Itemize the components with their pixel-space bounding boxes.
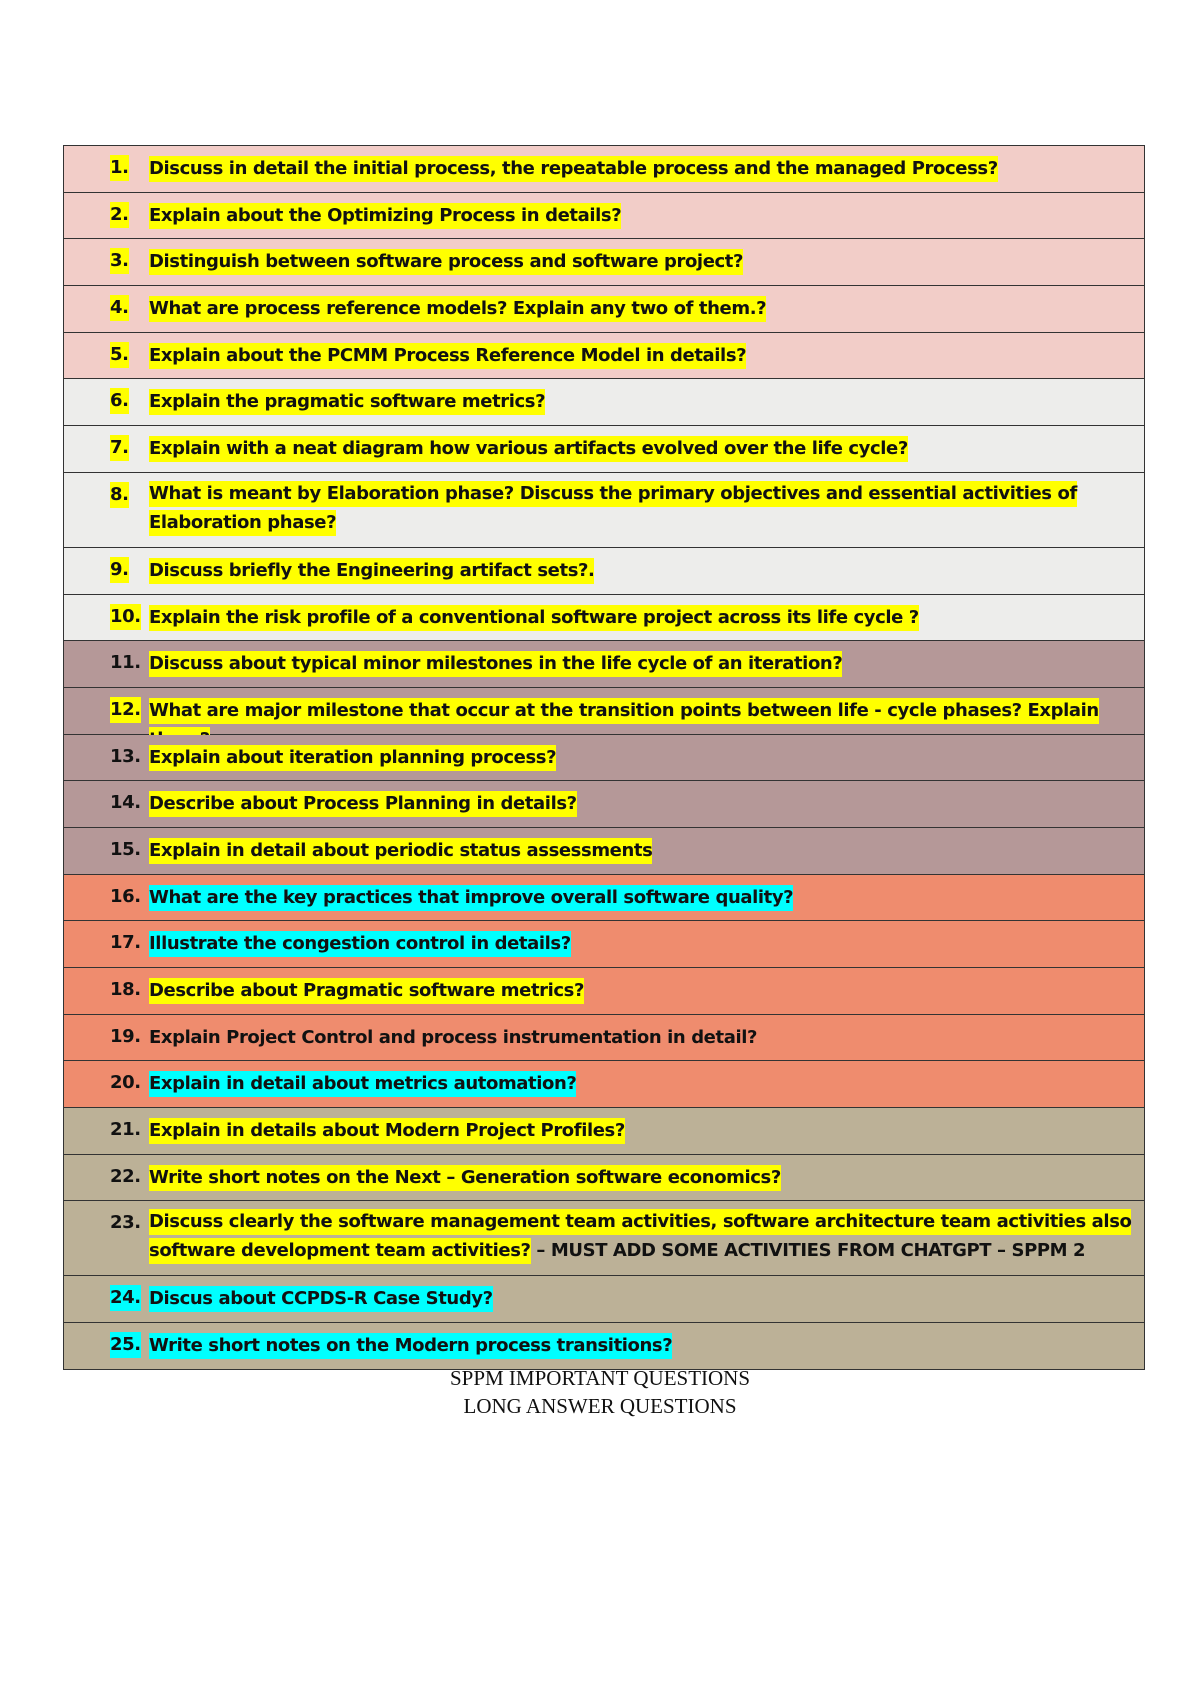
question-row	[64, 641, 1144, 688]
question-row	[64, 379, 1144, 426]
question-text-label: Explain in detail about periodic status assessments	[149, 838, 652, 864]
question-row	[64, 968, 1144, 1015]
question-row	[64, 473, 1144, 548]
question-number	[110, 839, 148, 861]
question-number-label: 9.	[110, 557, 129, 583]
question-text	[149, 976, 1134, 1005]
question-text	[149, 1284, 1134, 1313]
question-number-label: 6.	[110, 388, 129, 414]
question-row	[64, 735, 1144, 782]
question-text-label: Describe about Process Planning in details?	[149, 791, 577, 817]
question-number-label: 14.	[110, 792, 141, 814]
question-text	[149, 1023, 1134, 1052]
question-text-label: What are process reference models? Explain any two of them.?	[149, 296, 766, 322]
question-text-label: Explain about the Optimizing Process in details?	[149, 203, 621, 229]
question-number	[110, 344, 148, 366]
question-number-label: 12.	[110, 697, 141, 723]
question-text-label: Explain the risk profile of a conventional software project across its life cycle ?	[149, 605, 919, 631]
question-row	[64, 595, 1144, 642]
question-text	[149, 1163, 1134, 1192]
question-number	[110, 932, 148, 954]
question-text	[149, 649, 1134, 678]
question-number-label: 2.	[110, 202, 129, 228]
question-number-label: 7.	[110, 435, 129, 461]
question-text	[149, 154, 1134, 183]
question-number	[110, 297, 148, 319]
question-row	[64, 1108, 1144, 1155]
question-row	[64, 146, 1144, 193]
question-number	[110, 437, 148, 459]
question-text-label: Explain in details about Modern Project Profiles?	[149, 1118, 625, 1144]
question-number-label: 1.	[110, 155, 129, 181]
question-number-label: 20.	[110, 1072, 141, 1094]
question-number-label: 25.	[110, 1332, 141, 1358]
question-text-label: Explain in detail about metrics automation?	[149, 1071, 576, 1097]
question-number	[110, 250, 148, 272]
question-row	[64, 239, 1144, 286]
question-text-label: Discuss in detail the initial process, the repeatable process and the managed Process?	[149, 156, 998, 182]
question-number	[110, 1334, 148, 1356]
question-text	[149, 789, 1134, 818]
question-row	[64, 426, 1144, 473]
question-number	[110, 886, 148, 908]
question-text-label: Discuss briefly the Engineering artifact sets?.	[149, 558, 594, 584]
question-number	[110, 746, 148, 768]
question-number	[110, 606, 148, 628]
question-text-label: What are major milestone that occur at the transition points between life - cycle phases? Explain	[149, 698, 1099, 753]
question-number	[110, 204, 148, 226]
question-row	[64, 548, 1144, 595]
question-number	[110, 1026, 148, 1048]
question-text	[149, 1331, 1134, 1360]
question-text	[149, 743, 1134, 772]
document-title: SPPM IMPORTANT QUESTIONS	[449, 1366, 751, 1390]
question-row	[64, 1015, 1144, 1062]
question-number-label: 17.	[110, 932, 141, 954]
question-text-label: Explain with a neat diagram how various artifacts evolved over the life cycle?	[149, 436, 908, 462]
question-number-label: 15.	[110, 838, 141, 860]
question-text	[149, 836, 1134, 865]
question-number	[110, 652, 148, 674]
question-row	[64, 1061, 1144, 1108]
question-text	[149, 201, 1134, 230]
question-text-label: Explain about iteration planning process?	[149, 745, 556, 771]
question-text	[149, 387, 1134, 416]
question-row	[64, 1201, 1144, 1276]
question-number-label: 5.	[110, 342, 129, 368]
question-text-label: What is meant by Elaboration phase? Discuss the primary objectives and essential activities of Elaboration phase?	[149, 481, 1077, 536]
question-number-label: 24.	[110, 1285, 141, 1311]
question-text	[149, 929, 1134, 958]
question-number	[110, 1287, 148, 1309]
question-number	[110, 484, 148, 506]
question-text	[149, 1207, 1134, 1265]
question-row	[64, 286, 1144, 333]
question-text	[149, 556, 1134, 585]
question-number	[110, 1119, 148, 1141]
question-text	[149, 1069, 1134, 1098]
question-number	[110, 157, 148, 179]
question-row	[64, 828, 1144, 875]
question-number	[110, 979, 148, 1001]
question-number	[110, 1166, 148, 1188]
question-text-label: Discuss clearly the software management team activities, software architecture team activities also software development team activities?	[149, 1209, 1131, 1264]
question-number	[110, 792, 148, 814]
question-row	[64, 921, 1144, 968]
questions-table	[63, 145, 1145, 1370]
question-number	[110, 1212, 148, 1234]
question-number-label: 11.	[110, 652, 141, 674]
question-number-label: 21.	[110, 1119, 141, 1141]
question-text	[149, 341, 1134, 370]
question-text-label: Discus about CCPDS-R Case Study?	[149, 1286, 493, 1312]
question-row	[64, 1155, 1144, 1202]
question-number-label: 10.	[110, 604, 141, 630]
question-text-label: Write short notes on the Modern process transitions?	[149, 1333, 672, 1359]
question-text	[149, 434, 1134, 463]
question-text-label: Describe about Pragmatic software metrics?	[149, 978, 584, 1004]
question-number-label: 23.	[110, 1212, 141, 1234]
question-number-label: 22.	[110, 1165, 141, 1187]
question-number	[110, 1072, 148, 1094]
question-text-label: Discuss about typical minor milestones in the life cycle of an iteration?	[149, 651, 842, 677]
question-number-label: 19.	[110, 1025, 141, 1047]
question-row	[64, 688, 1144, 735]
question-text-label: What are the key practices that improve overall software quality?	[149, 885, 793, 911]
question-text	[149, 603, 1134, 632]
question-text	[149, 883, 1134, 912]
question-text-label: Distinguish between software process and software project?	[149, 249, 743, 275]
question-note: – MUST ADD SOME ACTIVITIES FROM CHATGPT – SPPM 2	[530, 1240, 1086, 1262]
question-row	[64, 333, 1144, 380]
question-text	[149, 294, 1134, 323]
question-number-label: 13.	[110, 745, 141, 767]
question-number-label: 16.	[110, 885, 141, 907]
question-number	[110, 559, 148, 581]
question-text	[149, 247, 1134, 276]
question-row	[64, 1276, 1144, 1323]
question-text-label: Explain Project Control and process instrumentation in detail?	[149, 1026, 758, 1048]
document-subtitle: LONG ANSWER QUESTIONS	[463, 1394, 737, 1418]
question-text-label: Write short notes on the Next – Generation software economics?	[149, 1165, 781, 1191]
question-number-label: 4.	[110, 295, 129, 321]
question-text-label: Explain about the PCMM Process Reference Model in details?	[149, 343, 746, 369]
question-number-label: 3.	[110, 248, 129, 274]
question-row	[64, 781, 1144, 828]
question-number	[110, 390, 148, 412]
question-number-label: 8.	[110, 482, 129, 508]
question-row	[64, 875, 1144, 922]
question-text-label: Explain the pragmatic software metrics?	[149, 389, 545, 415]
question-number-label: 18.	[110, 979, 141, 1000]
question-row	[64, 1323, 1144, 1370]
footer-heading	[0, 1364, 1200, 1420]
question-row	[64, 193, 1144, 240]
question-text-label: Illustrate the congestion control in details?	[149, 931, 571, 957]
question-number	[110, 699, 148, 721]
question-text	[149, 1116, 1134, 1145]
question-text	[149, 479, 1134, 537]
